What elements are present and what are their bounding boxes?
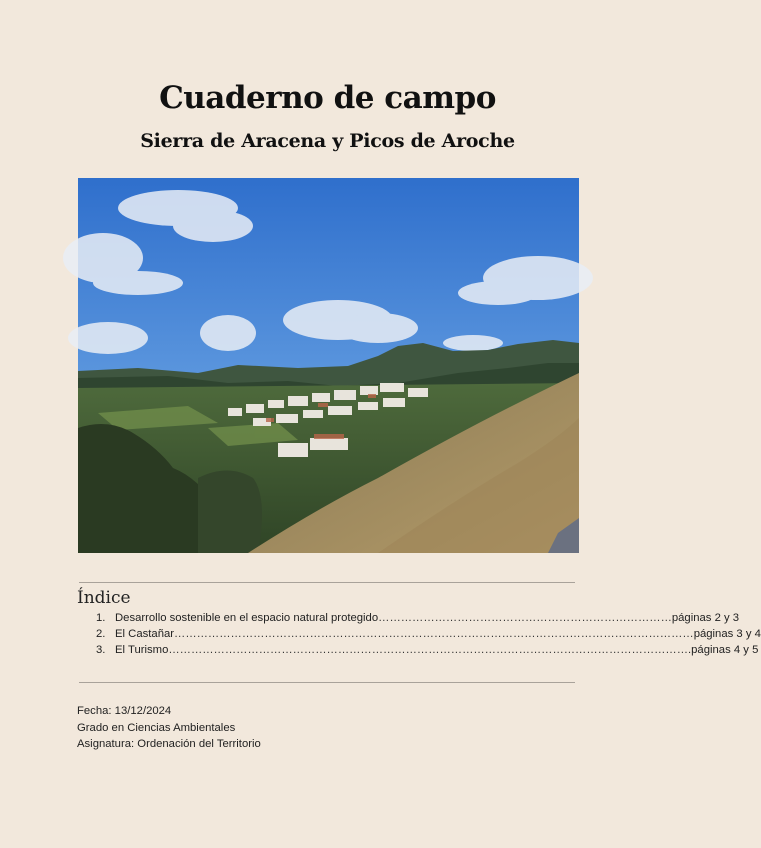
toc-item	[96, 642, 759, 658]
divider-bottom	[79, 682, 575, 683]
toc-item-title: El Castañar	[115, 628, 175, 640]
subject-line: Asignatura: Ordenación del Territorio	[77, 738, 261, 750]
toc-item-number: 1.	[96, 612, 106, 624]
toc-item-pages: páginas 3 y 4	[693, 628, 761, 640]
toc-item-pages: páginas 2 y 3	[671, 612, 740, 624]
toc-item-number: 3.	[96, 644, 106, 656]
toc-item-title: El Turismo	[115, 644, 169, 656]
toc-leader-dots: ……………………………………………………………………	[378, 612, 672, 624]
toc-leader-dots: …………………………………………………………………………………………………………………………	[174, 628, 694, 640]
index-heading: Índice	[77, 588, 131, 608]
cover-photo	[78, 178, 579, 553]
toc-item-pages: .páginas 4 y 5	[688, 644, 759, 656]
document-title: Cuaderno de campo	[159, 80, 496, 116]
degree-line: Grado en Ciencias Ambientales	[77, 721, 236, 734]
table-of-contents	[96, 610, 761, 658]
document-subtitle: Sierra de Aracena y Picos de Aroche	[140, 130, 515, 152]
date-line: Fecha: 13/12/2024	[77, 705, 172, 717]
document-metadata	[77, 703, 261, 753]
toc-item	[96, 610, 740, 626]
toc-item-number: 2.	[96, 628, 106, 640]
divider-top	[79, 582, 575, 583]
toc-item	[96, 626, 761, 642]
toc-leader-dots: …………………………………………………………………………………………………………………………	[168, 644, 689, 656]
toc-item-title: Desarrollo sostenible en el espacio natural protegido	[115, 612, 379, 624]
